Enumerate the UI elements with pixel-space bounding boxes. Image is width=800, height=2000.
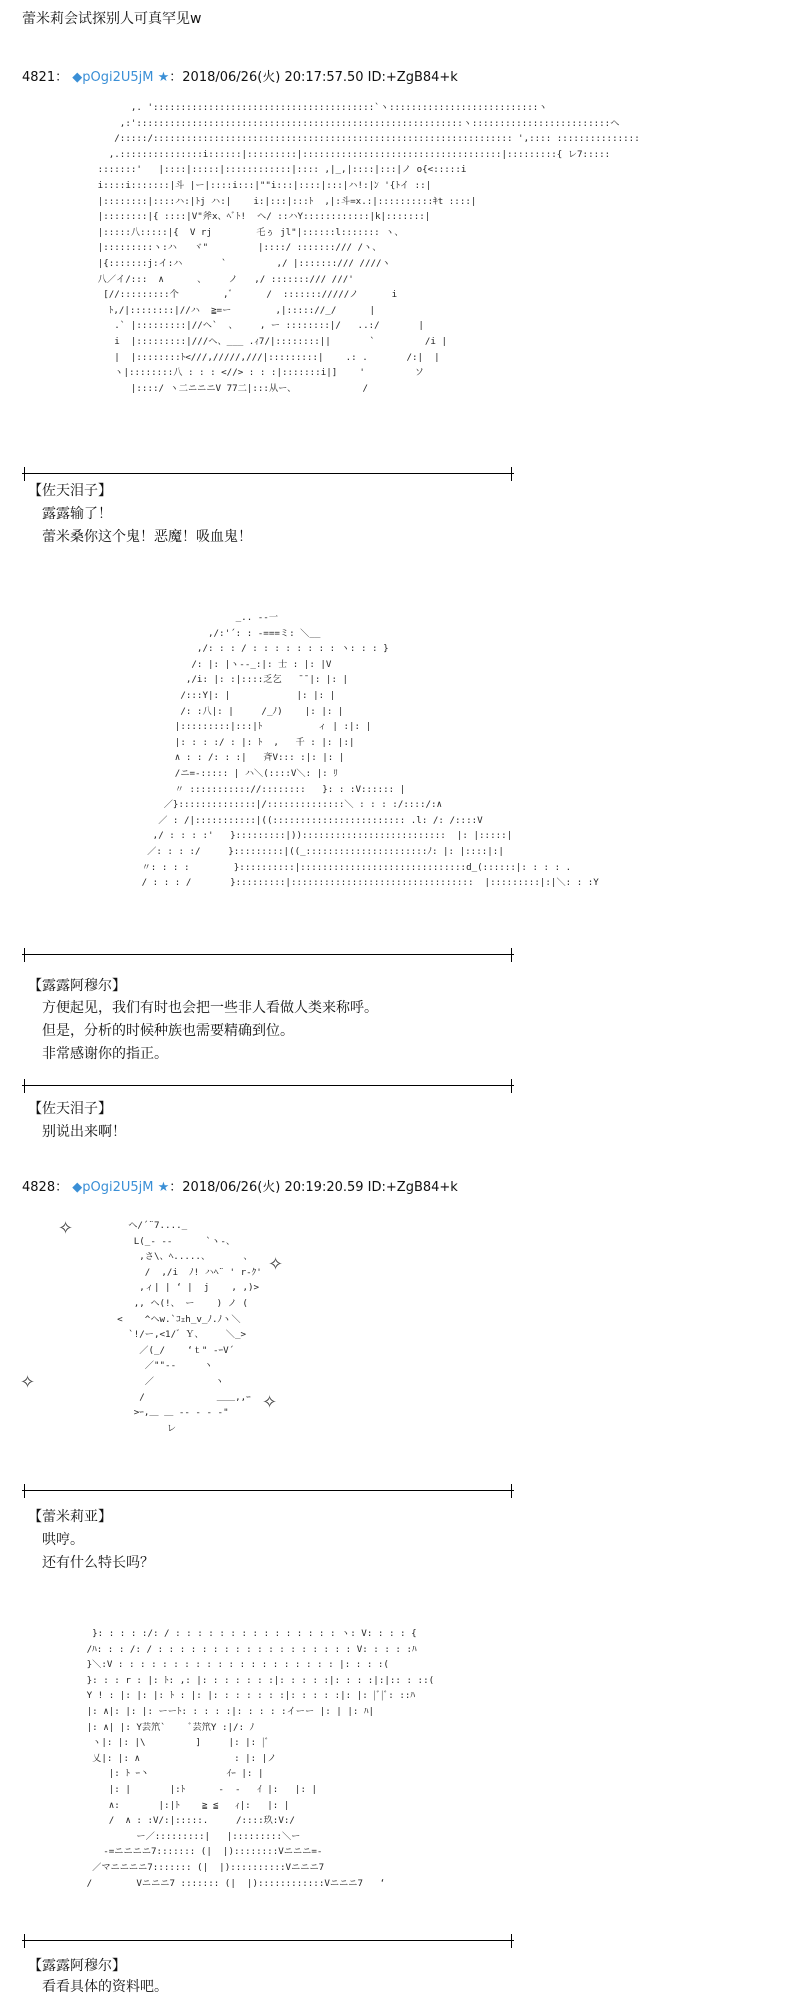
page-title: 蕾米莉会试探别人可真罕见w bbox=[22, 11, 202, 27]
speaker-name: 【露露阿穆尔】 bbox=[28, 978, 126, 994]
speaker-name: 【佐天泪子】 bbox=[28, 1101, 112, 1117]
divider bbox=[22, 1934, 514, 1948]
post-number: 4828 bbox=[22, 1180, 56, 1195]
dialogue-line: 别说出来啊！ bbox=[42, 1124, 126, 1140]
ascii-art: ヘ/´¨7...._ L(_‐ ‐‐ `ヽ-、 ,さ\、ﾍ.....、 、 / ,/i ﾉ! ハﾍ¨ ' r-ｸ' ,ィ| | ‘ | j , ,)> ,, ヘ(!、 ー ) ノ ( < ^ヘw.`ｺｪh_v_ﾉ.ﾉヽ＼ `!/ー,<1/゛Ｙ、 ＼_> ／(_/ ‘ｔ" ‐ｰV´ ／""‐- ヽ ／ ヽ / ＿＿,,ｰ >ｰ,＿ ＿ -‐ ‐ ‐ ‐" レ bbox=[117, 1220, 262, 1434]
divider bbox=[22, 1079, 514, 1093]
divider bbox=[22, 948, 514, 962]
dialogue-line: 非常感谢你的指正。 bbox=[42, 1046, 168, 1062]
dialogue-line: 但是，分析的时候种族也需要精确到位。 bbox=[42, 1023, 294, 1039]
dialogue-line: 蕾米桑你这个鬼！恶魔！吸血鬼！ bbox=[42, 529, 252, 545]
diamond-icon: ◆ bbox=[72, 1180, 83, 1195]
post-header: 4828： ◆pOgi2U5jM ★：2018/06/26(火) 20:19:20.59 ID:+ZgB84+k bbox=[22, 1180, 458, 1195]
trip-link[interactable]: pOgi2U5jM bbox=[82, 70, 154, 85]
star-icon: ★ bbox=[157, 70, 170, 85]
divider bbox=[22, 1484, 514, 1498]
trip-link[interactable]: pOgi2U5jM bbox=[82, 1180, 154, 1195]
divider bbox=[22, 467, 514, 481]
post-number: 4821 bbox=[22, 70, 56, 85]
diamond-icon: ◆ bbox=[72, 70, 83, 85]
dialogue-line: 方便起见，我们有时也会把一些非人看做人类来称呼。 bbox=[42, 1000, 378, 1016]
post-meta: ：2018/06/26(火) 20:17:57.50 ID:+ZgB84+k bbox=[169, 70, 458, 85]
dialogue-line: 哄哼。 bbox=[42, 1532, 84, 1548]
ascii-art: ,. '::::::::::::::::::::::::::::::::::::::::`ヽ:::::::::::::::::::::::::::ヽ ,:':::::::::::::::::::::::::::::::::::::::::::::::::::::::::::ヽ:::::::::::::::::::::::::ヘ /:::::/::::::::::::::::::::::::::::::::::::::::::::::::::::::::::::::::: ',:::: ::::::::::::::: ,.:::::::::::::::i::::::|:::::::::|::::::::::::::::::::::::::::::::::::|:::::::::{ レ7::::: :::::::' |::::|:::::|::::::::::::|:::: ,|_,|::::|:::|ノ o{<:::::i i::::i:::::::|斗 |ー|::::i:::|""i:::|::::|:::|ハ!:|ﾝ '{ﾄイ ::| |::::::::|::::ハ:|ﾄj ハ:| i:|:::|:::ﾄ ,|:斗=x.:|::::::::::ｷt ::::| |::::::::|{ ::::|V"斧x、ﾍﾞﾄ! ヘ/ ::ハY::::::::::::|k|:::::::| |:::::八:::::|{ V rj 乇ぅ jl"|::::::l::::::: ヽ、 |:::::::::ヽ:ハ ヾ" |::::/ :::::::/// /ヽ、 |{:::::::j:イ:ハ ` ,/ |:::::::/// ////ヽ 八／イ/::: ∧ 、 ノ ,/ :::::::/// ///' [//:::::::::个 ,ﾞ / ::::::://///ノ i ﾄ,/|::::::::|//ハ ≧=ー ,|::::://_/ | .` |:::::::::|//ヘ` 、 , ー ::::::::|/ ..:/ | i |:::::::::|///ヘ、___ .ｨ7/|::::::::|| ` /i | | |::::::::ﾄ<///,/////,///|:::::::::| .: . /:| | ヽ|::::::::八 : : : <//> : : :|:::::::i|] ' ソ |::::/ ヽ二ニニニV 77二|:::从ー、 / bbox=[97, 102, 640, 394]
dialogue-line: 露露输了！ bbox=[42, 506, 112, 522]
dialogue-line: 还有什么特长吗？ bbox=[42, 1555, 154, 1571]
post-meta: ：2018/06/26(火) 20:19:20.59 ID:+ZgB84+k bbox=[169, 1180, 458, 1195]
sparkle-icon: ✧ bbox=[20, 1372, 36, 1393]
sparkle-icon: ✧ bbox=[268, 1254, 284, 1275]
sparkle-icon: ✧ bbox=[262, 1392, 278, 1413]
post-header: 4821： ◆pOgi2U5jM ★：2018/06/26(火) 20:17:57.50 ID:+ZgB84+k bbox=[22, 70, 458, 85]
speaker-name: 【佐天泪子】 bbox=[28, 483, 112, 499]
star-icon: ★ bbox=[157, 1180, 170, 1195]
dialogue-line: 看看具体的资料吧。 bbox=[42, 1979, 168, 1995]
ascii-art: }: : : : :/: / : : : : : : : : : : : : : : : ヽ: V: : : : { /ﾊ: : : /: / : : : : : : : : : : : : : : : : : : V: : : : :ﾊ }＼:V : : : : : : : : : : : : : : : : : : : : |: : : :( }: : : r : |: ﾄ: ,: |: : : : : : :|: : : : :|: : : :|:|:: : ::( Y ! : |: |: |: ﾄ : |: |: : : : : : :|: : : : :|: |: |ﾞ|ﾞ: ::ﾊ |: ∧|: |: |: ーーﾄ: : : : :|: : : : :イーー |: | |: ﾊ| |: ∧| |: Y芸笊` ﾞ芸笊Y :|/: ﾉ ヽ|: |: |\ ] |: |: |ﾞ 乂|: |: ∧ : |: |ノ |: ﾄ ｰ丶 ｲｰ |: | |: | |:ﾄ - - ｲ |: |: | ∧: |:|ﾄ ≧ ≦ ｨ|: |: | / ∧ : :V/:|:::::. /::::玖:V:/ ー／:::::::::| |:::::::::＼ー -=ニニニニ7::::::: (| |)::::::::Vニニニ=- ／マニニニニ7::::::: (| |)::::::::::Vニニニ7 / Vニニニ7 ::::::: (| |)::::::::::::Vニニニ7 ‘ bbox=[86, 1628, 435, 1889]
speaker-name: 【蕾米莉亚】 bbox=[28, 1509, 112, 1525]
sparkle-icon: ✧ bbox=[58, 1218, 74, 1239]
ascii-art: _.. -‐一 ,/:'´: : -===ミ: ＼__ ,/: : : / : : : : : : : : ヽ: : : } /: |: |ヽ‐-_:|: 士 : |: |V ,/i: |: :|::::乏乞 ̄ ̄ |: |: | /:::Y|: | |: |: | /: :八|: | /_ﾉ) |: |: | |:::::::::|:::|ﾄ ィ | :|: | |: : : :/ : |: ﾄ , 千 : |: |:| ∧ : : /: : :| 斉V::: :|: |: | /ニ=-::::: | ハ＼(::::V＼: |: ﾘ 〃 ::::::::::://:::::::: }: : :V:::::: | ／}::::::::::::::|/::::::::::::::＼ : : : :/::::/:∧ ／ : /|:::::::::::|((:::::::::::::::::::::::: .l: /: /::::V ,/ : : : :' }:::::::::|)):::::::::::::::::::::::::: |: |:::::| ／: : : :/ }:::::::::|((_::::::::::::::::::::::ﾉ: |: |::::|:| 〃: : : : }::::::::::|::::::::::::::::::::::::::::::d_(::::::|: : : : . / : : : / }:::::::::|::::::::::::::::::::::::::::::::: |:::::::::|:|＼: : :Y bbox=[141, 612, 599, 889]
speaker-name: 【露露阿穆尔】 bbox=[28, 1958, 126, 1974]
